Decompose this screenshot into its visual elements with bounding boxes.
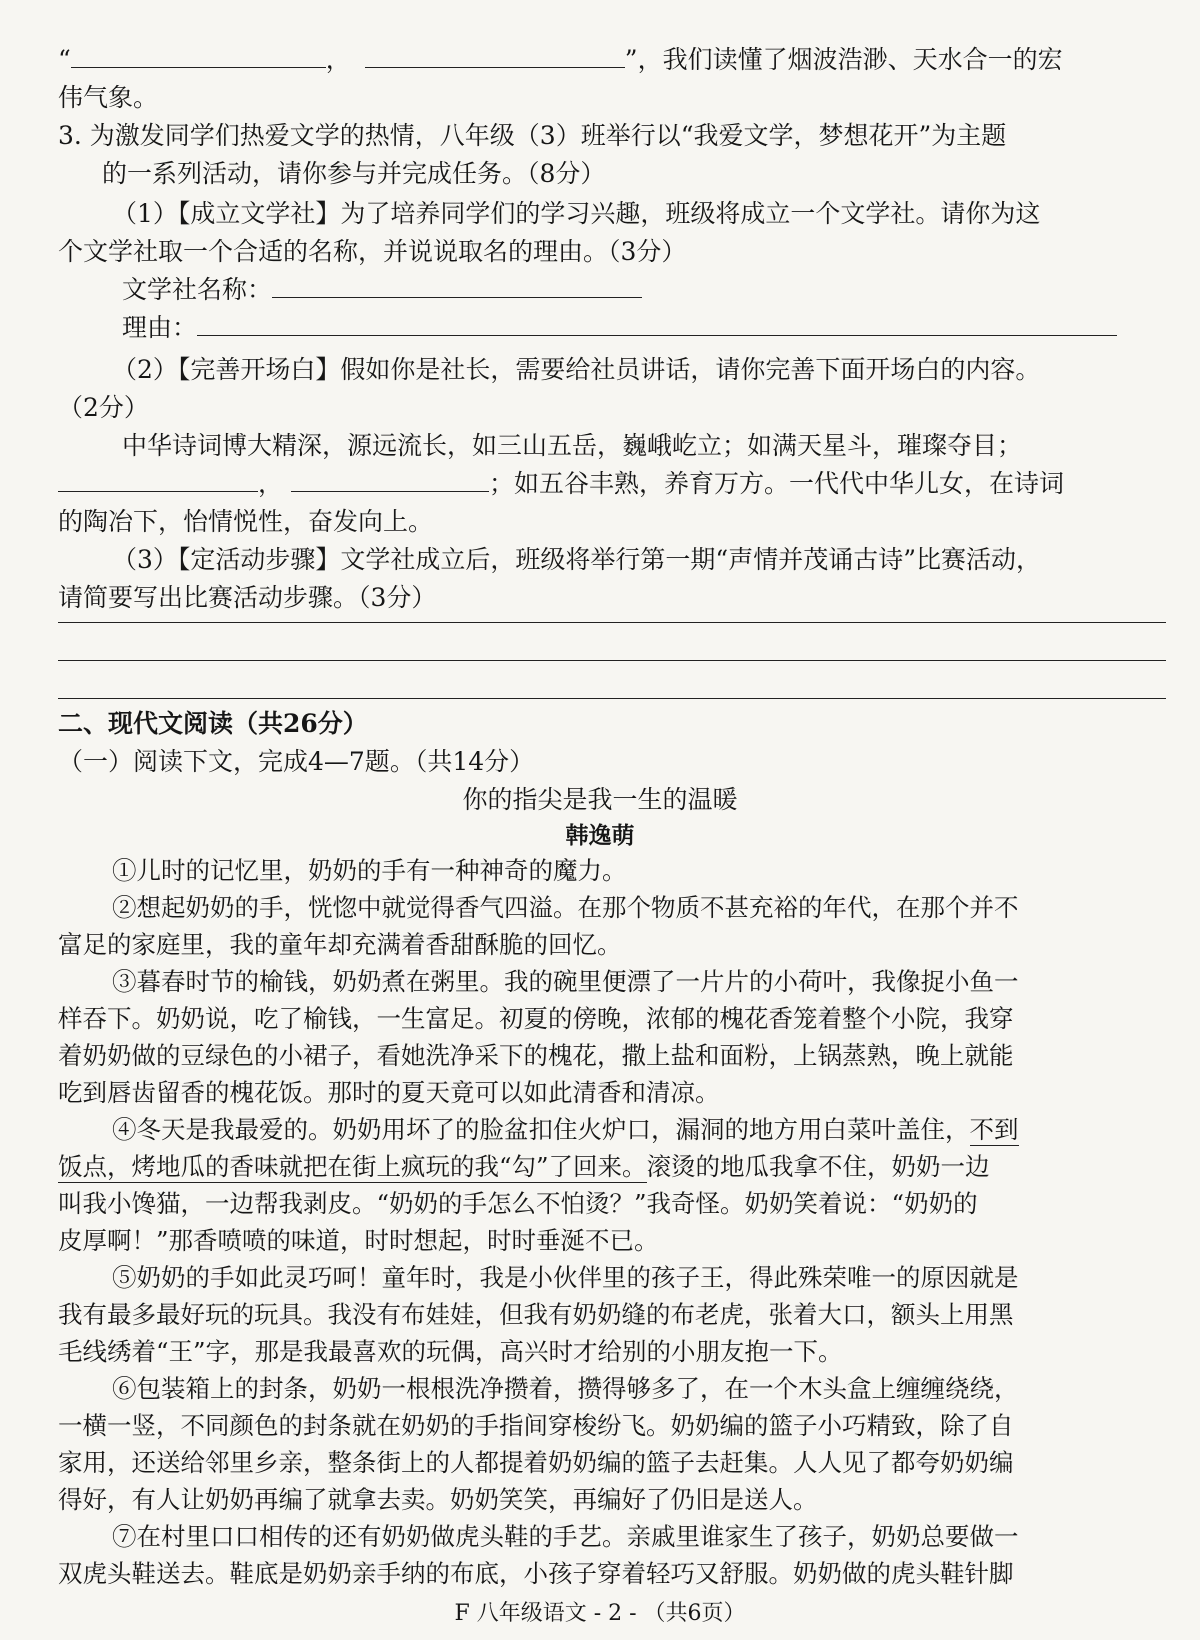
q3-p2-line-2: （2分）	[58, 393, 149, 422]
article-paragraph-7-line: 双虎头鞋送去。鞋底是奶奶亲手纳的布底，小孩子穿着轻巧又舒服。奶奶做的虎头鞋针脚	[58, 1559, 1014, 1588]
article-paragraph-3-line: ③暮春时节的榆钱，奶奶煮在粥里。我的碗里便漂了一片片的小荷叶，我像捉小鱼一	[112, 967, 1019, 996]
comma: ，	[258, 469, 284, 498]
top-line-1	[58, 42, 1160, 78]
q3-line-1: 3. 为激发同学们热爱文学的热情，八年级（3）班举行以“我爱文学，梦想花开”为主题	[58, 121, 1007, 150]
q3-p2-text-2-row	[58, 466, 1160, 502]
answer-blank[interactable]	[71, 43, 326, 68]
quote-open: “	[58, 45, 71, 74]
q3-p2-text-1: 中华诗词博大精深，源远流长，如三山五岳，巍峨屹立；如满天星斗，璀璨夺目；	[122, 431, 1023, 460]
paragraph-text: ④冬天是我最爱的。奶奶用坏了的脸盆扣住火炉口，漏洞的地方用白菜叶盖住，	[112, 1115, 970, 1144]
answer-line[interactable]	[58, 622, 1166, 623]
article-paragraph-7-line: ⑦在村里口口相传的还有奶奶做虎头鞋的手艺。亲戚里谁家生了孩子，奶奶总要做一	[112, 1522, 1019, 1551]
article-paragraph-2-line: 富足的家庭里，我的童年却充满着香甜酥脆的回忆。	[58, 930, 622, 959]
article-paragraph-5-line: ⑤奶奶的手如此灵巧呵！童年时，我是小伙伴里的孩子王，得此殊荣唯一的原因就是	[112, 1263, 1019, 1292]
section-subheading: （一）阅读下文，完成4—7题。（共14分）	[58, 747, 535, 776]
article-paragraph-3-line: 样吞下。奶奶说，吃了榆钱，一生富足。初夏的傍晚，浓郁的槐花香笼着整个小院，我穿	[58, 1004, 1014, 1033]
reason-label: 理由：	[122, 313, 198, 342]
page-footer: F 八年级语文 - 2 - （共6页）	[454, 1601, 746, 1626]
article-paragraph-6-line: 家用，还送给邻里乡亲，整条街上的人都提着奶奶编的篮子去赶集。人人见了都夸奶奶编	[58, 1448, 1014, 1477]
article-paragraph-4-line	[58, 1111, 1160, 1148]
article-paragraph-4-line	[58, 1148, 1160, 1185]
paragraph-text: 滚烫的地瓜我拿不住，奶奶一边	[646, 1152, 990, 1181]
q3-p2-text-3: 的陶冶下，怡情悦性，奋发向上。	[58, 507, 434, 536]
q3-p3-line-2: 请简要写出比赛活动步骤。（3分）	[58, 583, 437, 612]
article-paragraph-2-line: ②想起奶奶的手，恍惚中就觉得香气四溢。在那个物质不甚充裕的年代，在那个并不	[112, 893, 1019, 922]
q3-p1-line-2: 个文学社取一个合适的名称，并说说取名的理由。（3分）	[58, 237, 687, 266]
article-author: 韩逸萌	[565, 822, 635, 849]
q3-p2-text-2: ；如五谷丰熟，养育万方。一代代中华儿女，在诗词	[489, 469, 1065, 498]
answer-line[interactable]	[58, 660, 1166, 661]
article-paragraph-3-line: 着奶奶做的豆绿色的小裙子，看她洗净采下的槐花，撒上盐和面粉，上锅蒸熟，晚上就能	[58, 1041, 1014, 1070]
answer-blank[interactable]	[365, 43, 625, 68]
reason-blank[interactable]	[197, 311, 1117, 336]
article-paragraph-4-line: 皮厚啊！”那香喷喷的味道，时时想起，时时垂涎不已。	[58, 1226, 659, 1255]
q3-p1-line-1: （1）【成立文学社】为了培养同学们的学习兴趣，班级将成立一个文学社。请你为这	[112, 199, 1041, 228]
club-name-blank[interactable]	[272, 273, 642, 298]
article-paragraph-1: ①儿时的记忆里，奶奶的手有一种神奇的魔力。	[112, 856, 627, 885]
q3-p3-line-1: （3）【定活动步骤】文学社成立后，班级将举行第一期“声情并茂诵古诗”比赛活动，	[112, 545, 1041, 574]
article-paragraph-5-line: 我有最多最好玩的玩具。我没有布娃娃，但我有奶奶缝的布老虎，张着大口，额头上用黑	[58, 1300, 1014, 1329]
poem-blank[interactable]	[291, 467, 489, 492]
poem-blank[interactable]	[58, 467, 258, 492]
comma: ，	[325, 45, 351, 74]
q3-line-2: 的一系列活动，请你参与并完成任务。（8分）	[102, 159, 606, 188]
club-name-row	[58, 272, 1160, 308]
article-title: 你的指尖是我一生的温暖	[462, 785, 738, 814]
article-paragraph-6-line: 得好，有人让奶奶再编了就拿去卖。奶奶笑笑，再编好了仍旧是送人。	[58, 1485, 818, 1514]
q3-p2-line-1: （2）【完善开场白】假如你是社长，需要给社员讲话，请你完善下面开场白的内容。	[112, 355, 1041, 384]
top-line-2: 伟气象。	[58, 83, 159, 112]
answer-line[interactable]	[58, 698, 1166, 699]
article-paragraph-6-line: ⑥包装箱上的封条，奶奶一根根洗净攒着，攒得够多了，在一个木头盒上缠缠绕绕，	[112, 1374, 1019, 1403]
reason-row	[58, 310, 1168, 346]
underlined-sentence: 饭点，烤地瓜的香味就把在街上疯玩的我“勾”了回来。	[58, 1152, 647, 1181]
article-paragraph-3-line: 吃到唇齿留香的槐花饭。那时的夏天竟可以如此清香和清凉。	[58, 1078, 720, 1107]
section-heading: 二、现代文阅读（共26分）	[58, 709, 368, 738]
article-paragraph-4-line: 叫我小馋猫，一边帮我剥皮。“奶奶的手怎么不怕烫？”我奇怪。奶奶笑着说：“奶奶的	[58, 1189, 978, 1218]
club-name-label: 文学社名称：	[122, 275, 273, 304]
article-paragraph-5-line: 毛线绣着“王”字，那是我最喜欢的玩偶，高兴时才给别的小朋友抱一下。	[58, 1337, 843, 1366]
underlined-sentence: 不到	[969, 1115, 1019, 1144]
top-line-text: ”，我们读懂了烟波浩渺、天水合一的宏	[624, 45, 1063, 74]
article-paragraph-6-line: 一横一竖，不同颜色的封条就在奶奶的手指间穿梭纷飞。奶奶编的篮子小巧精致，除了自	[58, 1411, 1014, 1440]
